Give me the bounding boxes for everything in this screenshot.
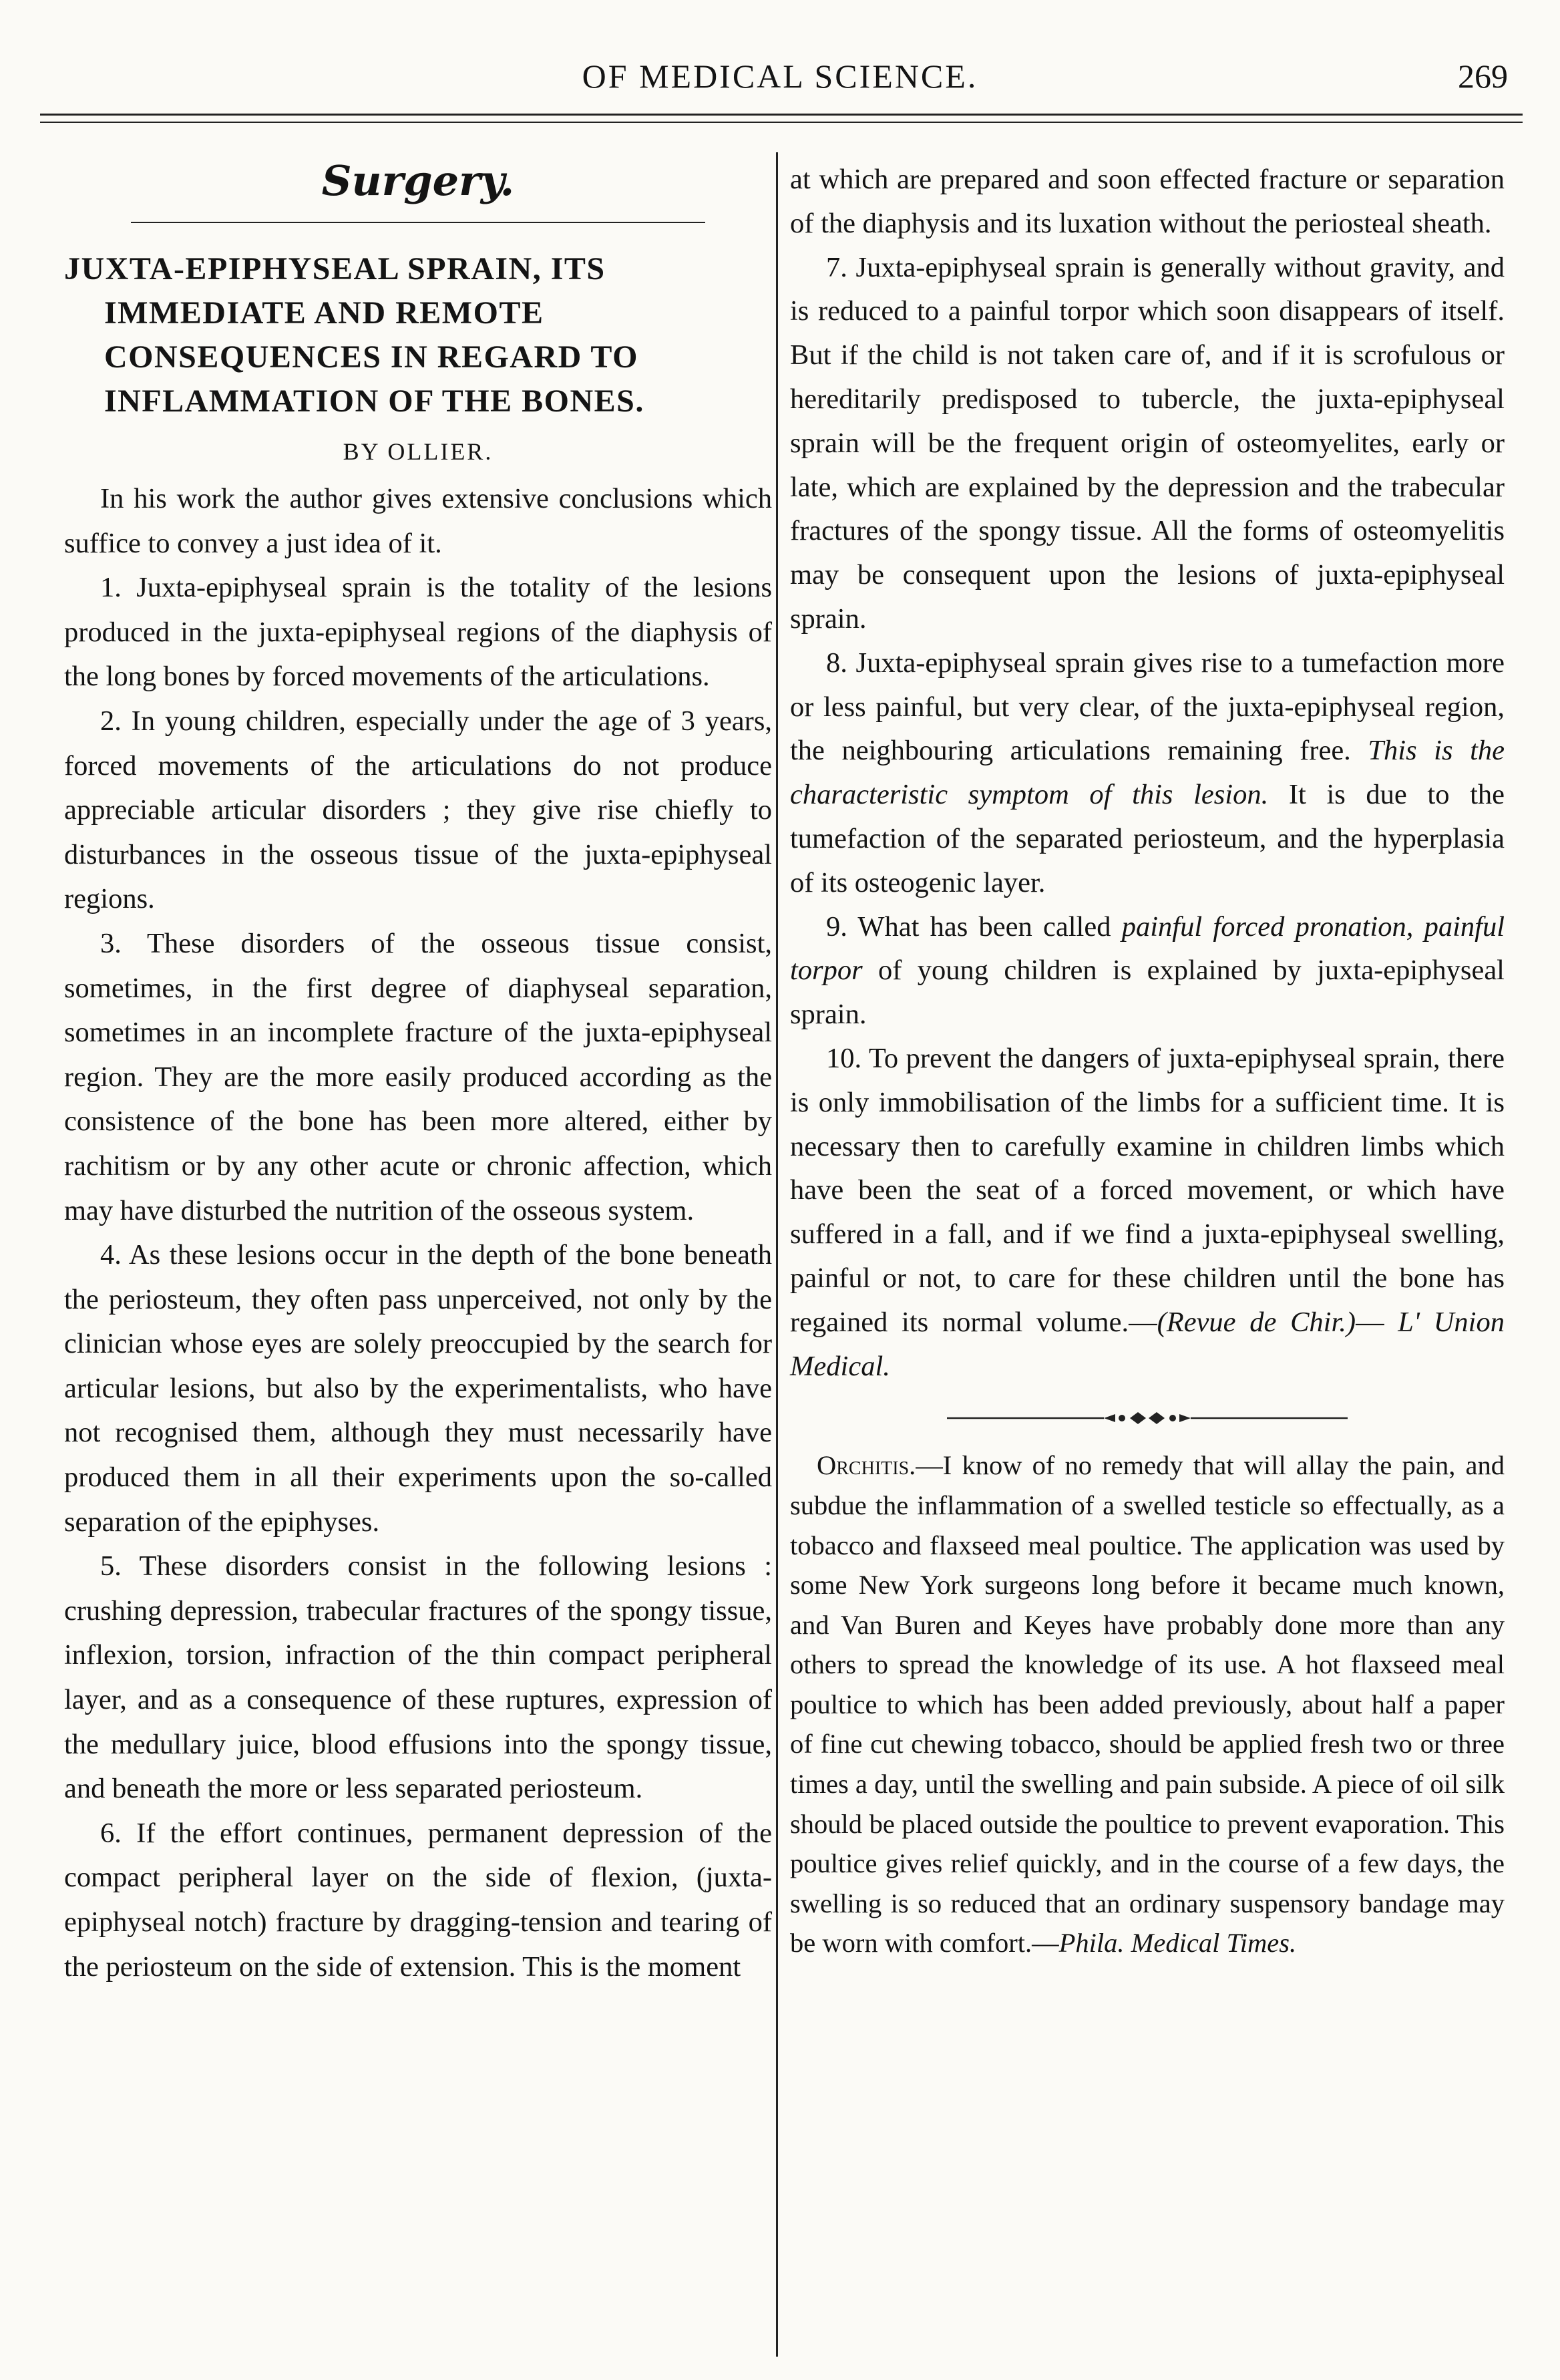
paragraph-1: 1. Juxta-epiphyseal sprain is the totality of the lesions produced in the juxta-epiphyseal regions of the diaphysis of the long bones by forced movements of the articulations. (64, 572, 772, 693)
paragraph-4: 4. As these lesions occur in the depth of the bone beneath the periosteum, they often pass unperceived, not only by the clinician whose eyes are solely preoccupied by the search for articular lesions, but also by the experimentalists, who have not recognised them, although they must necessarily have produced them in all their experiments upon the so-called separation of the epiphyses. (64, 1239, 772, 1538)
page-number: 269 (1458, 57, 1508, 95)
paragraph-intro: In his work the author gives extensive conclusions which suffice to convey a just idea of it. (64, 483, 772, 559)
paragraph-9-text-b: of young children is explained by juxta-epiphyseal sprain. (790, 955, 1505, 1031)
section-rule (131, 222, 705, 223)
orchitis-lead: Orchitis. (817, 1450, 916, 1481)
orchitis-note (790, 1446, 1505, 1963)
article-title: JUXTA-EPIPHYSEAL SPRAIN, ITS IMMEDIATE AND REMOTE CONSEQUENCES IN REGARD TO INFLAMMATION OF THE BONES. (64, 251, 644, 419)
orchitis-paragraph (790, 1446, 1505, 1963)
paragraph-8-emphasis: This is the characteristic symptom of this lesion. (790, 735, 1505, 811)
paragraph-7: 7. Juxta-epiphyseal sprain is generally without gravity, and is reduced to a painful torpor which soon disappears of itself. But if the child is not taken care of, and if it is scrofulous or hereditarily predisposed to tubercle, the juxta-epiphyseal sprain will be the frequent origin of osteomyelites, early or late, which are explained by the depression and the trabecular fractures of the spongy tissue. All the forms of osteomyelitis may be consequent upon the lesions of juxta-epiphyseal sprain. (790, 251, 1505, 635)
paragraph-9-text-a: 9. What has been called (826, 910, 1111, 943)
ornament-divider-icon (940, 1411, 1354, 1425)
paragraph-8 (790, 641, 1505, 905)
paragraph-9 (790, 905, 1505, 1037)
paragraph-10-source-2: L' Union Medical. (790, 1306, 1505, 1382)
paragraph-8-text-b: It is due to the tumefaction of the separated periosteum, and the hyperplasia of its osteogenic layer. (790, 779, 1505, 898)
section-heading: Surgery. (321, 156, 515, 205)
header-double-rule (40, 114, 1523, 123)
column-divider (776, 152, 778, 2357)
paragraph-2: 2. In young children, especially under the age of 3 years, forced movements of the articulations do not produce appreciable articular disorders ; they give rise chiefly to disturbances in the osseous tissue of the juxta-epiphyseal regions. (64, 705, 772, 915)
paragraph-10-source-1: (Revue de Chir.) (1157, 1306, 1356, 1338)
orchitis-body: —I know of no remedy that will allay the pain, and subdue the inflammation of a swelled testicle so effectually, as a tobacco and flaxseed meal poultice. The application was used by some New York surgeons long before it became much known, and Van Buren and Keyes have probably done more than any others to spread the knowledge of its use. A hot flaxseed meal poultice to which has been added previously, about half a paper of fine cut chewing tobacco, should be applied fresh two or three times a day, until the swelling and pain subside. A piece of oil silk should be placed outside the poultice to prevent evaporation. This poultice gives relief quickly, and in the course of a few days, the swelling is so reduced that an ordinary suspensory bandage may be worn with comfort.— (790, 1450, 1505, 1959)
paragraph-6: 6. If the effort continues, permanent depression of the compact peripheral layer on the side of flexion, (juxta-epiphyseal notch) fracture by dragging-tension and tearing of the periosteum on the side of extension. This is the moment (64, 1817, 772, 1983)
running-head (0, 57, 1560, 104)
orchitis-source: Phila. Medical Times. (1058, 1928, 1297, 1959)
paragraph-9-emphasis-2: painful torpor (790, 910, 1505, 987)
paragraph-8-text-a: 8. Juxta-epiphyseal sprain gives rise to a tumefaction more or less painful, but very clear, of the juxta-epiphyseal region, the neighbouring articulations remaining free. (790, 647, 1505, 767)
paragraph-10 (790, 1037, 1505, 1388)
paragraph-6-continued: at which are prepared and soon effected fracture or separation of the diaphysis and its luxation without the periosteal sheath. (790, 164, 1505, 239)
left-column (64, 156, 772, 1989)
paragraph-10-text: 10. To prevent the dangers of juxta-epiphyseal sprain, there is only immobilisation of the limbs for a sufficient time. It is necessary then to carefully examine in children limbs which have been the seat of a forced movement, or which have suffered in a fall, and if we find a juxta-epiphyseal swelling, painful or not, to care for these children until the bone has regained its normal volume.— (790, 1042, 1505, 1338)
running-title: OF MEDICAL SCIENCE. (582, 57, 978, 95)
paragraph-10-dash: — (1356, 1306, 1384, 1338)
paragraph-5: 5. These disorders consist in the following lesions : crushing depression, trabecular fractures of the spongy tissue, inflexion, torsion, infraction of the thin compact peripheral layer, and as a consequence of these ruptures, expression of the medullary juice, blood effusions into the spongy tissue, and beneath the more or less separated periosteum. (64, 1550, 772, 1805)
right-column (790, 158, 1505, 1963)
paragraph-9-emphasis-1: painful forced pronation, (1121, 910, 1414, 943)
paragraph-3: 3. These disorders of the osseous tissue consist, sometimes, in the first degree of diaphyseal separation, sometimes in an incomplete fracture of the juxta-epiphyseal region. They are the more easily produced according as the consistence of the bone has been more altered, either by rachitism or by any other acute or chronic affection, which may have disturbed the nutrition of the osseous system. (64, 927, 772, 1226)
byline: BY OLLIER. (343, 438, 494, 465)
